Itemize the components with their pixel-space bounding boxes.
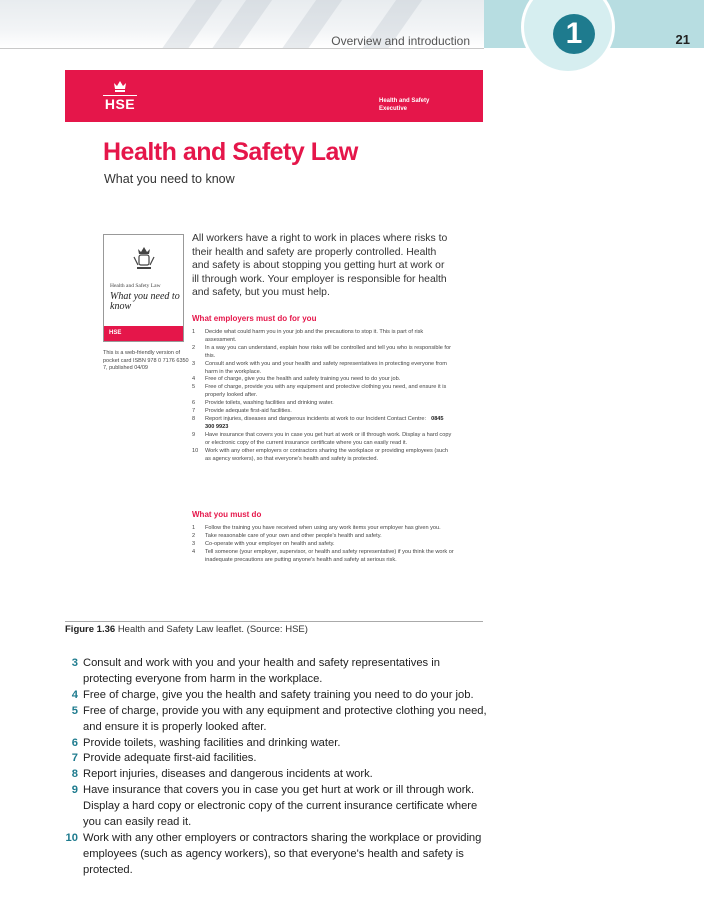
list-item-number: 10 [192, 447, 199, 454]
figure-caption-text: Health and Safety Law leaflet. (Source: HSE) [117, 624, 308, 635]
list-item-text: Work with any other employers or contractors sharing the workplace or providing employees (such as agency workers), so that everyone's health and safety is protected. [83, 831, 482, 876]
list-item-text: Work with any other employers or contractors sharing the workplace or providing employees (such as agency workers), so that everyone's health and safety is protected. [205, 447, 449, 462]
list-item-text: Take reasonable care of your own and other people's health and safety. [205, 532, 382, 539]
body-list-item [40, 783, 490, 831]
list-item-number: 4 [71, 688, 78, 701]
royal-crest-icon [112, 80, 128, 94]
list-item-number: 5 [71, 704, 78, 717]
list-item-number: 1 [192, 329, 196, 335]
list-item-text: Free of charge, give you the health and safety training you need to do your job. [205, 376, 401, 383]
body-list-item [40, 831, 490, 879]
list-item-text: Co-operate with your employer on health and safety. [205, 540, 335, 547]
leaflet-list-item [192, 345, 454, 361]
list-item-number: 4 [192, 548, 196, 555]
pocket-card-band: HSE [104, 326, 183, 341]
chapter-number-badge: 1 [553, 14, 595, 54]
body-list-item [40, 688, 490, 704]
leaflet-list-item [192, 432, 454, 448]
leaflet-list-item [192, 400, 454, 408]
pocket-card-title: What you need to know [110, 291, 180, 312]
list-item-number: 2 [192, 532, 196, 539]
hse-leaflet-figure [65, 70, 483, 610]
leaflet-subtitle: What you need to know [104, 172, 235, 186]
royal-coat-of-arms-icon [132, 245, 156, 271]
pocket-card-thumbnail [103, 234, 184, 342]
list-item-text: Report injuries, diseases and dangerous incidents at work. [83, 768, 373, 781]
list-item-number: 3 [192, 360, 196, 367]
list-item-number: 5 [192, 384, 196, 391]
employer-duties-body-list [40, 656, 490, 879]
incident-phone-number: 0845 300 9923 [205, 415, 444, 430]
leaflet-list-item [192, 533, 454, 541]
leaflet-list-item [192, 329, 454, 345]
list-item-text: In a way you can understand, explain how risks will be controlled and tell you who is responsible for this. [205, 344, 451, 359]
page-number: 21 [675, 32, 690, 47]
leaflet-list-item [192, 549, 454, 565]
list-item-text: Have insurance that covers you in case you get hurt at work or ill through work. Display a hard copy or electronic copy of the current insurance certificate where you can easily read it. [83, 784, 478, 829]
leaflet-list-item [192, 384, 454, 400]
leaflet-list-item [192, 448, 454, 464]
list-item-number: 6 [71, 736, 78, 749]
leaflet-intro-paragraph: All workers have a right to work in places where risks to their health and safety are properly controlled. Health and safety is about stopping you getting hurt at work or ill through work. Your employer is responsible for health and safety, but you must help. [192, 233, 448, 299]
list-item-number: 7 [192, 408, 196, 415]
list-item-text: Report injuries, diseases and dangerous incidents at work to our Incident Contact Centre: [205, 415, 427, 422]
leaflet-title: Health and Safety Law [103, 138, 358, 166]
list-item-number: 8 [192, 415, 196, 422]
figure-rule [65, 621, 483, 622]
body-list-item [40, 656, 490, 688]
list-item-text: Free of charge, give you the health and safety training you need to do your job. [83, 688, 474, 701]
list-item-number: 7 [71, 752, 78, 765]
employers-heading: What employers must do for you [192, 314, 317, 323]
list-item-text: Follow the training you have received when using any work items your employer has given you. [205, 525, 441, 531]
leaflet-list-item [192, 361, 454, 377]
figure-label: Figure 1.36 [65, 624, 116, 635]
list-item-number: 3 [192, 540, 196, 547]
header-rule [0, 48, 484, 49]
leaflet-list-item [192, 416, 454, 432]
figure-caption [65, 624, 308, 635]
leaflet-list-item [192, 408, 454, 416]
leaflet-banner [65, 70, 483, 122]
list-item-number: 6 [192, 400, 196, 407]
leaflet-list-item [192, 541, 454, 549]
list-item-text: Consult and work with you and your health and safety representatives in protecting everyone from harm in the workplace. [205, 360, 447, 375]
list-item-text: Provide adequate first-aid facilities. [83, 752, 257, 765]
worker-duties-list [192, 525, 454, 565]
running-head: Overview and introduction [331, 34, 470, 48]
list-item-text: Provide toilets, washing facilities and drinking water. [205, 400, 334, 407]
leaflet-list-item [192, 525, 454, 533]
body-list-item [40, 704, 490, 736]
body-list-item [40, 736, 490, 752]
hse-logo-text: HSE [104, 96, 136, 112]
pocket-card-law-label: Health and Safety Law [110, 283, 161, 289]
list-item-text: Have insurance that covers you in case you get hurt at work or ill through work. Display a hard copy or electronic copy of the current insurance certificate where you can easily read it. [205, 431, 452, 446]
list-item-number: 4 [192, 376, 196, 383]
list-item-text: Provide toilets, washing facilities and drinking water. [83, 736, 341, 749]
list-item-text: Tell someone (your employer, supervisor, or health and safety representative) if you think the work or inadequate precautions are putting anyone's health and safety at serious risk. [205, 548, 454, 563]
pocket-card-caption: This is a web-friendly version of pocket card ISBN 978 0 7176 6350 7, published 04/09 [103, 350, 189, 371]
body-list-item [40, 767, 490, 783]
leaflet-list-item [192, 376, 454, 384]
list-item-number: 3 [71, 657, 78, 669]
list-item-number: 9 [71, 784, 78, 797]
list-item-number: 2 [192, 344, 196, 351]
employers-duties-list [192, 329, 454, 463]
list-item-number: 8 [71, 768, 78, 781]
executive-label: Health and Safety Executive [379, 98, 430, 112]
list-item-text: Free of charge, provide you with any equipment and protective clothing you need, and ensure it is properly looked after. [205, 384, 447, 399]
list-item-text: Provide adequate first-aid facilities. [205, 408, 292, 415]
workers-heading: What you must do [192, 510, 262, 519]
list-item-number: 9 [192, 431, 196, 438]
list-item-text: Free of charge, provide you with any equipment and protective clothing you need, and ensure it is properly looked after. [83, 704, 487, 733]
list-item-text: Decide what could harm you in your job and the precautions to stop it. This is part of risk assessment. [205, 329, 424, 343]
body-list-item [40, 751, 490, 767]
list-item-number: 1 [192, 525, 196, 531]
list-item-text: Consult and work with you and your health and safety representatives in protecting everyone from harm in the workplace. [83, 657, 440, 685]
hse-logo [103, 80, 137, 112]
list-item-number: 10 [65, 831, 78, 844]
